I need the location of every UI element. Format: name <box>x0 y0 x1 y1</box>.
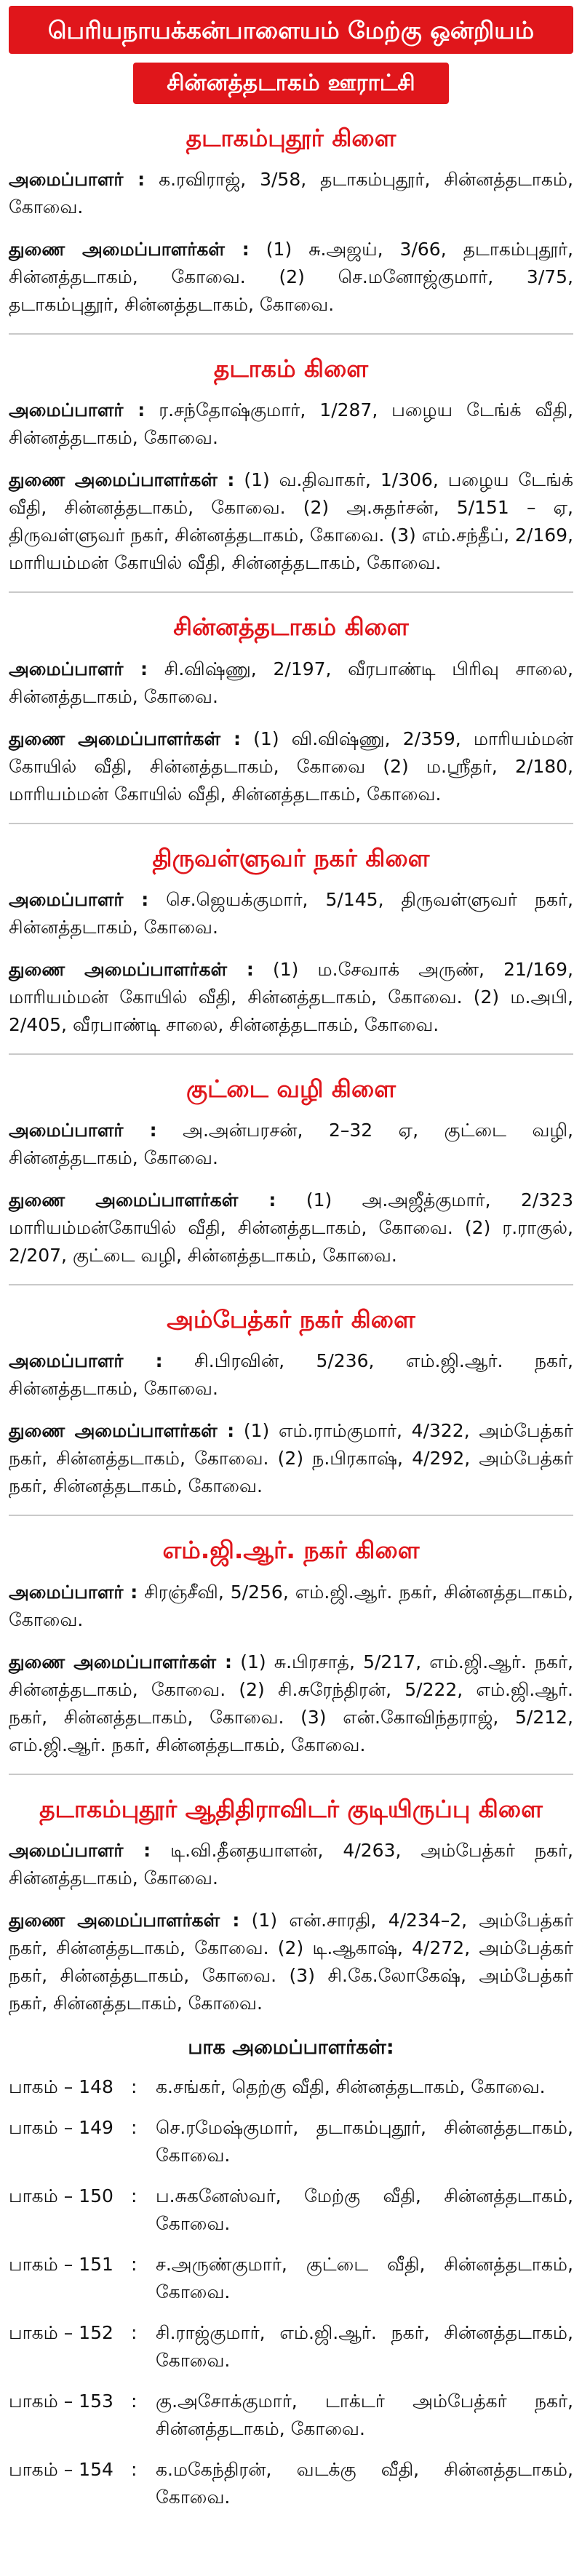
deputies-label: துணை அமைப்பாளர்கள் : <box>9 1909 240 1931</box>
deputies-label: துணை அமைப்பாளர்கள் : <box>9 727 241 749</box>
section-divider <box>9 333 573 335</box>
branch-title: எம்.ஜி.ஆர். நகர் கிளை <box>162 1536 420 1565</box>
section-divider <box>9 1284 573 1285</box>
branch-section <box>9 1794 573 2017</box>
organizer-label: அமைப்பாளர் : <box>9 888 149 910</box>
deputies-paragraph <box>9 1417 573 1500</box>
deputies-paragraph <box>9 725 573 808</box>
booth-row <box>9 2114 573 2169</box>
deputies-text: (1) சு.பிரசாத், 5/217, எம்.ஜி.ஆர். நகர், சின்னத்தடாகம், கோவை. (2) சி.சுரேந்திரன், 5/222, எம்.ஜி.ஆர். நகர், சின்னத்தடாகம், கோவை. (3) என்.கோவிந்தராஜ், 5/212, எம்.ஜி.ஆர். நகர், சின்னத்தடாகம், கோவை. <box>9 1651 574 1755</box>
deputies-text: (1) சு.அஜய், 3/66, தடாகம்புதூர், சின்னத்தடாகம், கோவை. (2) செ.மனோஜ்குமார், 3/75, தடாகம்புதூர், சின்னத்தடாகம், கோவை. <box>9 239 573 316</box>
booth-separator: : <box>131 2075 137 2097</box>
deputies-paragraph <box>9 1907 573 2017</box>
union-title-banner: பெரியநாயக்கன்பாளையம் மேற்கு ஒன்றியம் <box>9 6 573 54</box>
organizer-text: க.ரவிராஜ், 3/58, தடாகம்புதூர், சின்னத்தடாகம், கோவை. <box>9 169 573 218</box>
organizer-paragraph <box>9 396 573 452</box>
booth-separator: : <box>131 2458 137 2480</box>
booth-number: பாகம் – 151 <box>9 2253 113 2275</box>
deputies-text: (1) வி.விஷ்ணு, 2/359, மாரியம்மன் கோயில் வீதி, சின்னத்தடாகம், கோவை (2) ம.ஸ்ரீதர், 2/180, மாரியம்மன் கோயில் வீதி, சின்னத்தடாகம், கோவை. <box>9 727 573 805</box>
booth-organizers-heading: பாக அமைப்பாளர்கள்: <box>188 2035 394 2059</box>
booth-organizer: சி.ராஜ்குமார், எம்.ஜி.ஆர். நகர், சின்னத்தடாகம், கோவை. <box>156 2321 573 2371</box>
branch-section <box>9 354 573 593</box>
organizer-paragraph <box>9 1347 573 1403</box>
branch-section <box>9 1304 573 1516</box>
booth-organizer: ச.அருண்குமார், குட்டை வீதி, சின்னத்தடாகம், கோவை. <box>156 2253 573 2302</box>
organizer-label: அமைப்பாளர் : <box>9 169 146 191</box>
branch-title: திருவள்ளுவர் நகர் கிளை <box>152 843 430 872</box>
booth-organizer: ப.சுகனேஸ்வர், மேற்கு வீதி, சின்னத்தடாகம், கோவை. <box>156 2185 573 2234</box>
organizer-paragraph <box>9 1837 573 1892</box>
deputies-label: துணை அமைப்பாளர்கள் : <box>9 469 235 491</box>
branch-title: குட்டை வழி கிளை <box>186 1074 396 1103</box>
organizer-text: அ.அன்பரசன், 2–32 ஏ, குட்டை வழி, சின்னத்தடாகம், கோவை. <box>9 1120 573 1169</box>
booth-organizer: க.சங்கர், தெற்கு வீதி, சின்னத்தடாகம், கோவை. <box>156 2075 546 2097</box>
section-divider <box>9 1515 573 1516</box>
booth-number: பாகம் – 153 <box>9 2390 113 2412</box>
branch-section <box>9 612 573 824</box>
section-divider <box>9 823 573 824</box>
section-divider <box>9 591 573 593</box>
booth-separator: : <box>131 2390 137 2412</box>
organizer-label: அமைப்பாளர் : <box>9 399 146 421</box>
booth-number: பாகம் – 150 <box>9 2185 113 2206</box>
organizer-text: சி.விஷ்ணு, 2/197, வீரபாண்டி பிரிவு சாலை, சின்னத்தடாகம், கோவை. <box>9 658 573 707</box>
organizer-label: அமைப்பாளர் : <box>9 1581 138 1603</box>
booth-number: பாகம் – 154 <box>9 2458 113 2480</box>
organizer-paragraph <box>9 886 573 941</box>
section-divider <box>9 1774 573 1775</box>
booth-number: பாகம் – 149 <box>9 2116 113 2138</box>
booth-row <box>9 2456 573 2511</box>
deputies-label: துணை அமைப்பாளர்கள் : <box>9 239 250 260</box>
organizer-label: அமைப்பாளர் : <box>9 1350 163 1372</box>
branch-title: தடாகம்புதூர் ஆதிதிராவிடர் குடியிருப்பு கிளை <box>39 1794 543 1823</box>
organizer-label: அமைப்பாளர் : <box>9 658 148 679</box>
deputies-label: துணை அமைப்பாளர்கள் : <box>9 1189 276 1211</box>
branch-title: சின்னத்தடாகம் கிளை <box>173 613 409 642</box>
organizer-text: சிரஞ்சீவி, 5/256, எம்.ஜி.ஆர். நகர், சின்னத்தடாகம், கோவை. <box>9 1581 573 1630</box>
deputies-text: (1) எம்.ராம்குமார், 4/322, அம்பேத்கர் நகர், சின்னத்தடாகம், கோவை. (2) ந.பிரகாஷ், 4/292, அம்பேத்கர் நகர், சின்னத்தடாகம், கோவை. <box>9 1420 573 1497</box>
booth-row <box>9 2251 573 2306</box>
deputies-text: (1) ம.சேவாக் அருண், 21/169, மாரியம்மன் கோயில் வீதி, சின்னத்தடாகம், கோவை. (2) ம.அபி, 2/405, வீரபாண்டி சாலை, சின்னத்தடாகம், கோவை. <box>9 958 574 1035</box>
booth-organizer: செ.ரமேஷ்குமார், தடாகம்புதூர், சின்னத்தடாகம், கோவை. <box>156 2116 573 2166</box>
organizer-text: சி.பிரவின், 5/236, எம்.ஜி.ஆர். நகர், சின்னத்தடாகம், கோவை. <box>9 1350 573 1400</box>
booth-row <box>9 2319 573 2374</box>
booth-number: பாகம் – 152 <box>9 2321 113 2343</box>
booth-separator: : <box>131 2116 137 2138</box>
organizer-paragraph <box>9 655 573 711</box>
organizer-paragraph <box>9 1579 573 1634</box>
deputies-paragraph <box>9 236 573 319</box>
deputies-label: துணை அமைப்பாளர்கள் : <box>9 1651 233 1672</box>
deputies-text: (1) என்.சாரதி, 4/234–2, அம்பேத்கர் நகர், சின்னத்தடாகம், கோவை. (2) டி.ஆகாஷ், 4/272, அம்பேத்கர் நகர், சின்னத்தடாகம், கோவை. (3) சி.கே.லோகேஷ், அம்பேத்கர் நகர், சின்னத்தடாகம், கோவை. <box>9 1909 574 2014</box>
deputies-text: (1) வ.திவாகர், 1/306, பழைய டேங்க் வீதி, சின்னத்தடாகம், கோவை. (2) அ.சுதர்சன், 5/151 – ஏ, திருவள்ளுவர் நகர், சின்னத்தடாகம், கோவை. (3) எம்.சந்தீப், 2/169, மாரியம்மன் கோயில் வீதி, சின்னத்தடாகம், கோவை. <box>9 469 573 574</box>
deputies-label: துணை அமைப்பாளர்கள் : <box>9 1420 235 1442</box>
booth-separator: : <box>131 2185 137 2206</box>
branch-section <box>9 123 573 335</box>
booth-number: பாகம் – 148 <box>9 2075 113 2097</box>
panchayat-title-banner: சின்னத்தடாகம் ஊராட்சி <box>133 63 448 104</box>
booth-row <box>9 2073 573 2101</box>
booth-separator: : <box>131 2321 137 2343</box>
booth-separator: : <box>131 2253 137 2275</box>
booth-row <box>9 2388 573 2443</box>
deputies-label: துணை அமைப்பாளர்கள் : <box>9 958 254 980</box>
deputies-text: (1) அ.அஜீத்குமார், 2/323 மாரியம்மன்கோயில் வீதி, சின்னத்தடாகம், கோவை. (2) ர.ராகுல், 2/207, குட்டை வழி, சின்னத்தடாகம், கோவை. <box>9 1189 573 1267</box>
branch-section <box>9 1535 573 1774</box>
organizer-label: அமைப்பாளர் : <box>9 1120 157 1141</box>
section-divider <box>9 1053 573 1055</box>
deputies-paragraph <box>9 956 573 1039</box>
deputies-paragraph <box>9 1648 573 1759</box>
booth-organizer: கு.அசோக்குமார், டாக்டர் அம்பேத்கர் நகர், சின்னத்தடாகம், கோவை. <box>156 2390 573 2439</box>
deputies-paragraph <box>9 466 573 577</box>
organizer-paragraph <box>9 1117 573 1172</box>
branch-section <box>9 1074 573 1285</box>
booth-organizer: க.மகேந்திரன், வடக்கு வீதி, சின்னத்தடாகம், கோவை. <box>156 2458 573 2508</box>
branch-title: தடாகம்புதூர் கிளை <box>186 123 396 152</box>
panchayat-banner-wrap <box>9 63 573 104</box>
branch-section <box>9 843 573 1055</box>
booth-row <box>9 2182 573 2238</box>
organizer-paragraph <box>9 166 573 221</box>
organizer-text: டி.வி.தீனதயாளன், 4/263, அம்பேத்கர் நகர், சின்னத்தடாகம், கோவை. <box>9 1839 573 1889</box>
branch-title: அம்பேத்கர் நகர் கிளை <box>167 1305 415 1334</box>
organizer-text: செ.ஜெயக்குமார், 5/145, திருவள்ளுவர் நகர், சின்னத்தடாகம், கோவை. <box>9 888 573 938</box>
deputies-paragraph <box>9 1187 573 1269</box>
organizer-text: ர.சந்தோஷ்குமார், 1/287, பழைய டேங்க் வீதி, சின்னத்தடாகம், கோவை. <box>9 399 573 449</box>
organizer-label: அமைப்பாளர் : <box>9 1839 151 1861</box>
branch-title: தடாகம் கிளை <box>213 354 369 383</box>
